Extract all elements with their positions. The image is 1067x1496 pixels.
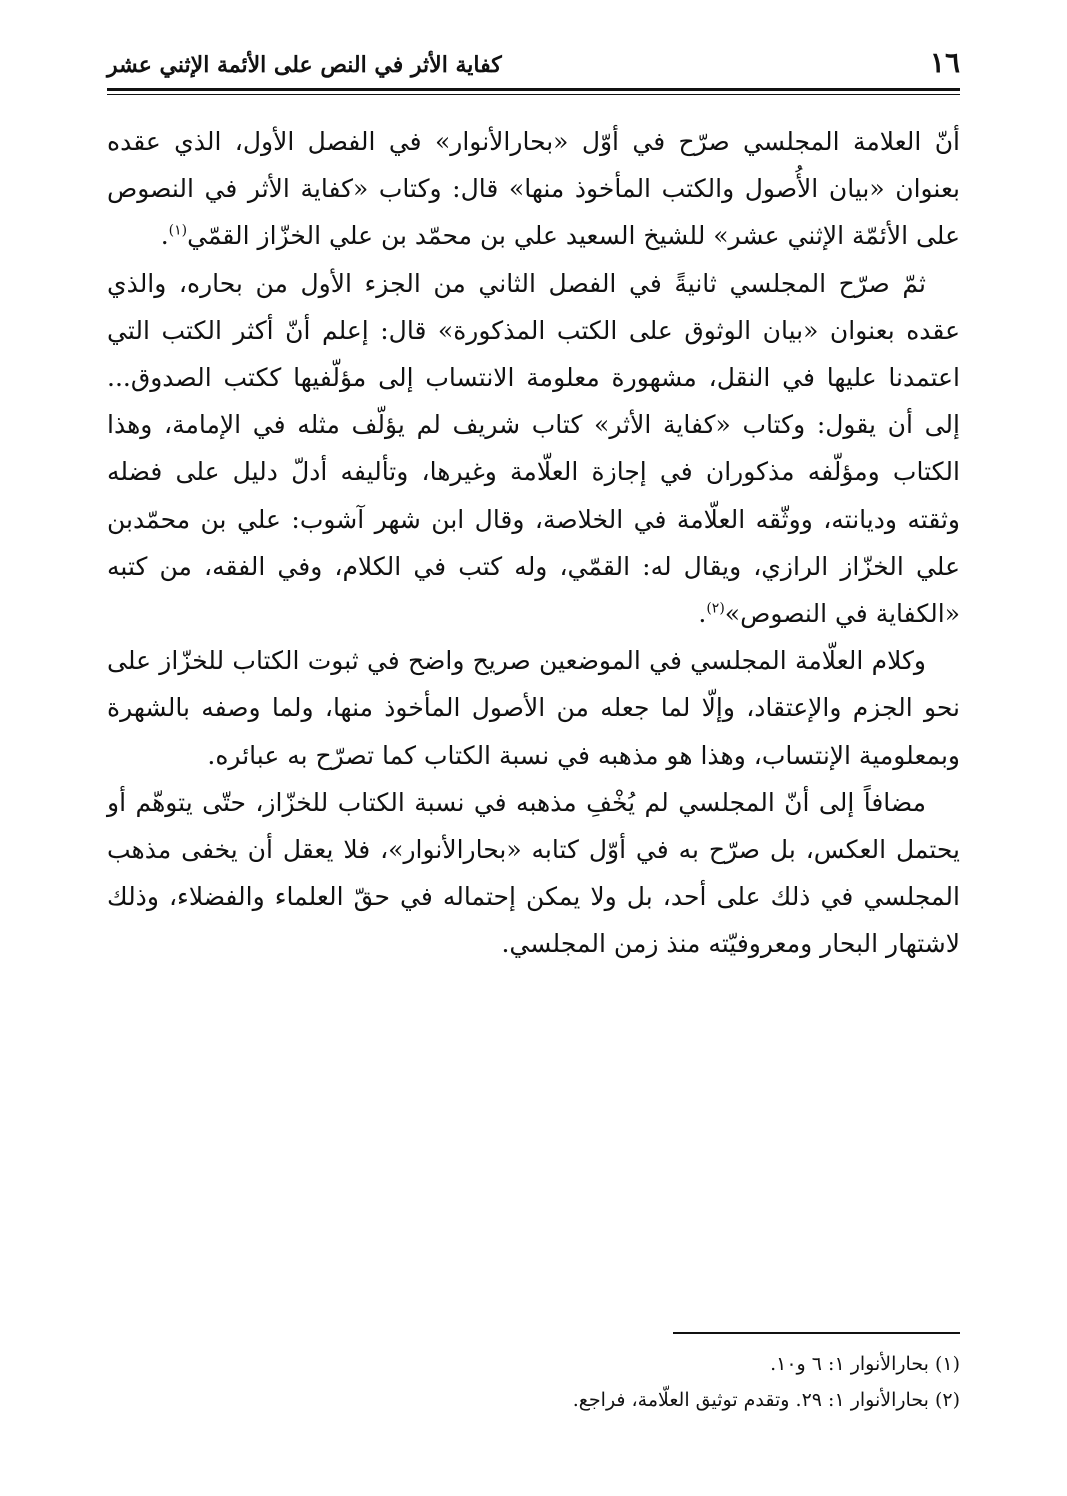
footnote-1 [107, 1346, 960, 1382]
paragraph-4-text: مضافاً إلى أنّ المجلسي لم يُخْفِ مذهبه في نسبة الكتاب للخزّاز، حتّى يتوهّم أو يحتمل العكس، بل صرّح به في أوّل كتابه «بحارالأنوار»، فلا يعقل أن يخفى مذهب المجلسي في ذلك على أحد، بل ولا يمكن إحتماله في حقّ العلماء والفضلاء، وذلك لاشتهار البحار ومعروفيّته منذ زمن المجلسي. [107, 787, 960, 959]
footnotes [107, 1346, 960, 1418]
paragraph-3 [107, 637, 960, 779]
paragraph-1 [107, 118, 960, 260]
paragraph-1-tail: . [160, 221, 169, 251]
page-number: ١٦ [929, 46, 960, 79]
footnote-2-marker: (٢) [934, 1389, 960, 1411]
paragraph-2 [107, 260, 960, 638]
running-title: كفاية الأثر في النص على الأئمة الإثني عشر [107, 52, 502, 78]
footnote-2 [107, 1382, 960, 1418]
footnote-ref-1: (١) [168, 223, 188, 240]
paragraph-3-text: وكلام العلّامة المجلسي في الموضعين صريح واضح في ثبوت الكتاب للخزّاز على نحو الجزم والإعتقاد، وإلّا لما جعله من الأصول المأخوذ منها، ولما وصفه بالشهرة وبمعلومية الإنتساب، وهذا هو مذهبه في نسبة الكتاب كما تصرّح به عبائره. [107, 646, 960, 770]
footnote-separator [673, 1332, 960, 1334]
footnote-2-text: بحارالأنوار ١: ٢٩. وتقدم توثيق العلّامة، فراجع. [572, 1389, 929, 1411]
header-rule-thick [107, 88, 960, 91]
footnote-1-text: بحارالأنوار ١: ٦ و١٠. [770, 1353, 929, 1375]
paragraph-2-text: ثمّ صرّح المجلسي ثانيةً في الفصل الثاني من الجزء الأول من بحاره، والذي عقده بعنوان «بيان الوثوق على الكتب المذكورة» قال: إعلم أنّ أكثر الكتب التي اعتمدنا عليها في النقل، مشهورة معلومة الانتساب إلى مؤلّفيها ككتب الصدوق... إلى أن يقول: وكتاب «كفاية الأثر» كتاب شريف لم يؤلّف مثله في الإمامة، وهذا الكتاب ومؤلّفه مذكوران في إجازة العلّامة وغيرها، وتأليفه أدلّ دليل على فضله وثقته وديانته، ووثّقه العلّامة في الخلاصة، وقال ابن شهر آشوب: علي بن محمّدبن علي الخزّاز الرازي، ويقال له: القمّي، وله كتب في الكلام، وفي الفقه، من كتبه «الكفاية في النصوص» [107, 268, 960, 629]
page-header [107, 44, 960, 84]
footnote-1-marker: (١) [934, 1353, 960, 1375]
paragraph-1-text: أنّ العلامة المجلسي صرّح في أوّل «بحارالأنوار» في الفصل الأول، الذي عقده بعنوان «بيان الأُصول والكتب المأخوذ منها» قال: وكتاب «كفاية الأثر في النصوص على الأئمّة الإثني عشر» للشيخ السعيد علي بن محمّد بن علي الخزّاز القمّي [107, 127, 960, 251]
paragraph-2-tail: . [698, 599, 707, 629]
body-text [107, 118, 960, 968]
paragraph-4 [107, 779, 960, 968]
footnote-ref-2: (٢) [706, 600, 725, 617]
header-rule-thin [107, 94, 960, 95]
